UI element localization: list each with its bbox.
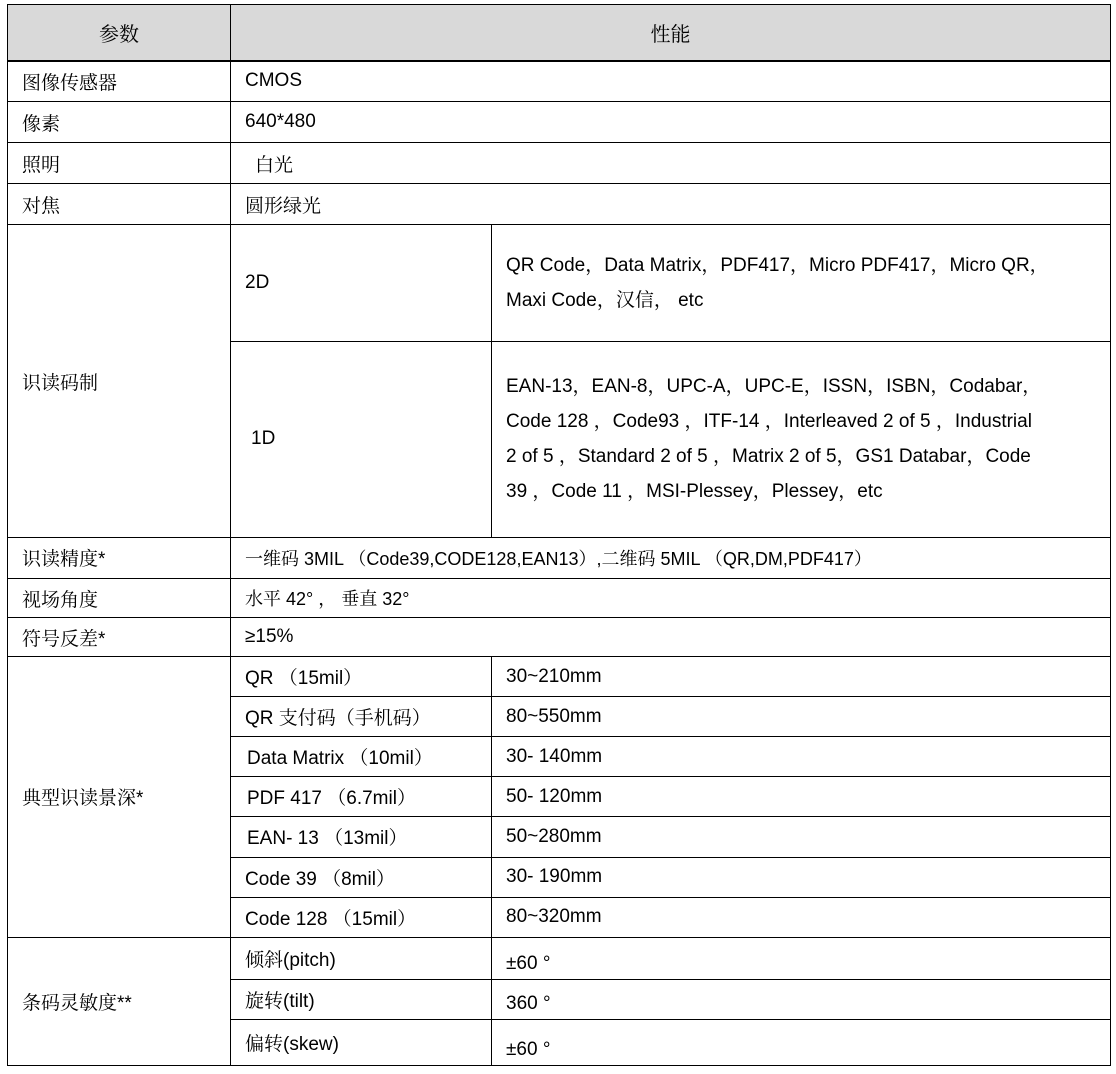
sensitivity-value: 360 °: [492, 979, 1111, 1019]
row-sensor: [8, 61, 1111, 102]
dof-range: 50~280mm: [492, 817, 1111, 857]
dof-code: Code 39 （8mil）: [231, 857, 492, 897]
contrast-value: ≥15%: [231, 618, 1111, 657]
header-param: 参数: [8, 5, 231, 61]
symbology-1d-line: EAN-13，EAN-8，UPC-A，UPC-E，ISSN，ISBN，Codabar，: [506, 376, 1042, 398]
dof-range: 80~320mm: [492, 897, 1111, 937]
sensor-label: 图像传感器: [8, 61, 231, 102]
pixels-value: 640*480: [231, 102, 1111, 143]
row-symbologies-2d: [8, 225, 1111, 341]
symbologies-label: 识读码制: [8, 225, 231, 538]
sensitivity-label: 条码灵敏度**: [8, 937, 231, 1065]
contrast-label: 符号反差*: [8, 618, 231, 657]
dof-range: 80~550mm: [492, 697, 1111, 737]
symbology-1d-list: [492, 341, 1111, 537]
symbology-1d-line: Code 128 ，Code93 ，ITF-14 ，Interleaved 2 of 5 ，Industrial: [506, 411, 1032, 433]
dof-label: 典型识读景深*: [8, 657, 231, 938]
dof-range: 30- 190mm: [492, 857, 1111, 897]
sensitivity-name: 倾斜(pitch): [231, 937, 492, 979]
dof-code: Data Matrix （10mil）: [231, 737, 492, 777]
row-illumination: [8, 143, 1111, 184]
symbology-2d-list: [492, 225, 1111, 341]
symbology-1d-line: 39 ，Code 11 ，MSI-Plessey，Plessey，etc: [506, 481, 883, 503]
accuracy-label: 识读精度*: [8, 537, 231, 578]
sensitivity-name: 旋转(tilt): [231, 979, 492, 1019]
symbology-2d-label: 2D: [231, 225, 492, 341]
header-performance: 性能: [231, 5, 1111, 61]
spec-table: [7, 4, 1111, 1066]
dof-code: PDF 417 （6.7mil）: [231, 777, 492, 817]
dof-code: QR 支付码（手机码）: [231, 697, 492, 737]
sensitivity-row: [8, 937, 1111, 979]
dof-range: 50- 120mm: [492, 777, 1111, 817]
sensitivity-name: 偏转(skew): [231, 1019, 492, 1065]
illumination-label: 照明: [8, 143, 231, 184]
row-accuracy: [8, 537, 1111, 578]
aiming-value: 圆形绿光: [231, 184, 1111, 225]
fov-value: 水平 42° ， 垂直 32°: [231, 579, 1111, 618]
dof-code: QR （15mil）: [231, 657, 492, 697]
dof-row: [8, 657, 1111, 697]
sensitivity-value: ±60 °: [492, 937, 1111, 979]
row-aiming: [8, 184, 1111, 225]
dof-range: 30- 140mm: [492, 737, 1111, 777]
dof-range: 30~210mm: [492, 657, 1111, 697]
row-pixels: [8, 102, 1111, 143]
row-contrast: [8, 618, 1111, 657]
header-row: [8, 5, 1111, 61]
fov-label: 视场角度: [8, 579, 231, 618]
dof-code: EAN- 13 （13mil）: [231, 817, 492, 857]
symbology-1d-label: 1D: [231, 341, 492, 537]
pixels-label: 像素: [8, 102, 231, 143]
accuracy-value: 一维码 3MIL （Code39,CODE128,EAN13）,二维码 5MIL （QR,DM,PDF417）: [231, 537, 1111, 578]
sensitivity-value: ±60 °: [492, 1019, 1111, 1065]
symbology-2d-line: Maxi Code，汉信， etc: [506, 289, 704, 311]
illumination-value: 白光: [231, 143, 1111, 184]
aiming-label: 对焦: [8, 184, 231, 225]
sensor-value: CMOS: [231, 61, 1111, 102]
symbology-1d-line: 2 of 5 ，Standard 2 of 5 ，Matrix 2 of 5，GS1 Databar，Code: [506, 446, 1031, 468]
symbology-2d-line: QR Code，Data Matrix，PDF417，Micro PDF417，Micro QR，: [506, 254, 1049, 276]
row-fov: [8, 579, 1111, 618]
dof-code: Code 128 （15mil）: [231, 897, 492, 937]
